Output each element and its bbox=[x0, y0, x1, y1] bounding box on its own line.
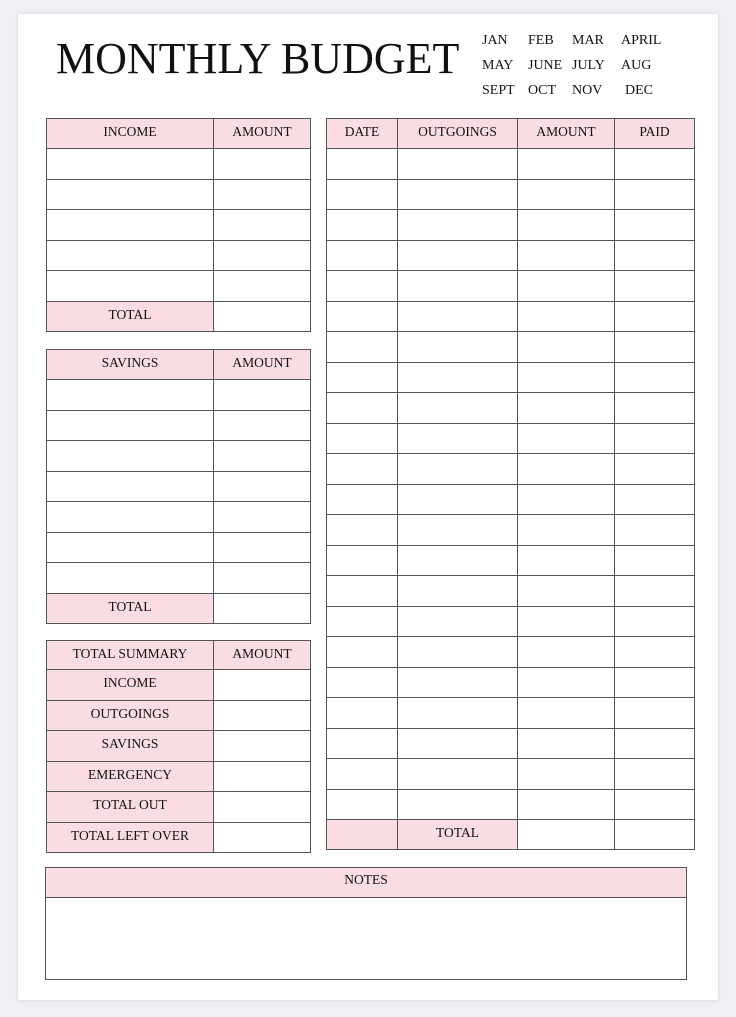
month-july[interactable]: JULY bbox=[572, 58, 605, 73]
table-row bbox=[47, 502, 311, 533]
entry-cell[interactable] bbox=[398, 332, 518, 363]
entry-cell[interactable] bbox=[615, 179, 695, 210]
entry-cell[interactable] bbox=[214, 563, 311, 594]
entry-cell[interactable] bbox=[518, 789, 615, 820]
entry-cell[interactable] bbox=[327, 606, 398, 637]
table-row bbox=[327, 149, 695, 180]
entry-cell[interactable] bbox=[615, 576, 695, 607]
savings-table bbox=[46, 349, 311, 624]
savings-total-field[interactable] bbox=[214, 593, 311, 623]
entry-cell[interactable] bbox=[518, 210, 615, 241]
entry-cell[interactable] bbox=[214, 149, 311, 180]
outgoings-table bbox=[326, 118, 695, 850]
savings-amount-header: AMOUNT bbox=[214, 350, 311, 380]
entry-cell[interactable] bbox=[615, 698, 695, 729]
table-row bbox=[327, 362, 695, 393]
entry-cell[interactable] bbox=[327, 179, 398, 210]
income-amount-header: AMOUNT bbox=[214, 119, 311, 149]
entry-cell[interactable] bbox=[518, 454, 615, 485]
entry-cell[interactable] bbox=[327, 545, 398, 576]
entry-cell[interactable] bbox=[518, 637, 615, 668]
entry-cell[interactable] bbox=[327, 332, 398, 363]
table-row bbox=[327, 332, 695, 363]
outgoings-total-paid-field[interactable] bbox=[615, 820, 695, 850]
entry-cell[interactable] bbox=[518, 149, 615, 180]
table-row bbox=[327, 301, 695, 332]
notes-field[interactable] bbox=[46, 898, 686, 981]
entry-cell[interactable] bbox=[47, 502, 214, 533]
month-oct[interactable]: OCT bbox=[528, 83, 556, 98]
month-aug[interactable]: AUG bbox=[621, 58, 652, 73]
entry-cell[interactable] bbox=[398, 240, 518, 271]
entry-cell[interactable] bbox=[47, 532, 214, 563]
entry-cell[interactable] bbox=[615, 362, 695, 393]
entry-cell[interactable] bbox=[327, 728, 398, 759]
entry-cell[interactable] bbox=[518, 576, 615, 607]
entry-cell[interactable] bbox=[327, 301, 398, 332]
outgoings-total-label: TOTAL bbox=[398, 820, 518, 850]
entry-cell[interactable] bbox=[615, 332, 695, 363]
month-feb[interactable]: FEB bbox=[528, 33, 554, 48]
entry-cell[interactable] bbox=[518, 393, 615, 424]
table-row bbox=[327, 637, 695, 668]
entry-cell[interactable] bbox=[214, 271, 311, 302]
month-nov[interactable]: NOV bbox=[572, 83, 603, 98]
entry-cell[interactable] bbox=[398, 210, 518, 241]
entry-cell[interactable] bbox=[398, 271, 518, 302]
entry-cell[interactable] bbox=[214, 471, 311, 502]
entry-cell[interactable] bbox=[615, 210, 695, 241]
table-row bbox=[327, 179, 695, 210]
income-total-label: TOTAL bbox=[47, 301, 214, 331]
month-jan[interactable]: JAN bbox=[482, 33, 508, 48]
entry-cell[interactable] bbox=[327, 149, 398, 180]
entry-cell[interactable] bbox=[398, 637, 518, 668]
entry-cell[interactable] bbox=[214, 240, 311, 271]
entry-cell[interactable] bbox=[327, 271, 398, 302]
savings-rows bbox=[47, 380, 311, 594]
summary-savings-field[interactable] bbox=[214, 731, 311, 762]
summary-total-out-label: TOTAL OUT bbox=[47, 792, 214, 823]
entry-cell[interactable] bbox=[615, 423, 695, 454]
entry-cell[interactable] bbox=[47, 441, 214, 472]
entry-cell[interactable] bbox=[615, 667, 695, 698]
entry-cell[interactable] bbox=[615, 393, 695, 424]
entry-cell[interactable] bbox=[398, 149, 518, 180]
entry-cell[interactable] bbox=[518, 484, 615, 515]
summary-outgoings-field[interactable] bbox=[214, 700, 311, 731]
summary-total-left-over-label: TOTAL LEFT OVER bbox=[47, 822, 214, 852]
table-row bbox=[47, 149, 311, 180]
table-row bbox=[327, 423, 695, 454]
entry-cell[interactable] bbox=[518, 667, 615, 698]
entry-cell[interactable] bbox=[615, 606, 695, 637]
outgoings-header: OUTGOINGS bbox=[398, 119, 518, 149]
month-dec[interactable]: DEC bbox=[625, 83, 653, 98]
table-row bbox=[327, 484, 695, 515]
entry-cell[interactable] bbox=[47, 410, 214, 441]
table-row bbox=[47, 532, 311, 563]
entry-cell[interactable] bbox=[47, 380, 214, 411]
entry-cell[interactable] bbox=[518, 698, 615, 729]
entry-cell[interactable] bbox=[398, 515, 518, 546]
entry-cell[interactable] bbox=[214, 380, 311, 411]
entry-cell[interactable] bbox=[518, 179, 615, 210]
entry-cell[interactable] bbox=[398, 423, 518, 454]
entry-cell[interactable] bbox=[518, 423, 615, 454]
entry-cell[interactable] bbox=[398, 667, 518, 698]
month-april[interactable]: APRIL bbox=[621, 33, 662, 48]
table-row bbox=[327, 789, 695, 820]
table-row bbox=[327, 240, 695, 271]
summary-income-label: INCOME bbox=[47, 670, 214, 701]
table-row bbox=[47, 563, 311, 594]
table-row bbox=[327, 759, 695, 790]
month-june[interactable]: JUNE bbox=[528, 58, 563, 73]
table-row bbox=[47, 380, 311, 411]
table-row bbox=[327, 606, 695, 637]
entry-cell[interactable] bbox=[327, 393, 398, 424]
entry-cell[interactable] bbox=[214, 179, 311, 210]
table-row bbox=[327, 271, 695, 302]
entry-cell[interactable] bbox=[615, 515, 695, 546]
entry-cell[interactable] bbox=[398, 362, 518, 393]
table-row bbox=[327, 576, 695, 607]
income-table bbox=[46, 118, 311, 332]
table-row bbox=[47, 179, 311, 210]
entry-cell[interactable] bbox=[398, 728, 518, 759]
entry-cell[interactable] bbox=[615, 759, 695, 790]
table-row bbox=[47, 471, 311, 502]
entry-cell[interactable] bbox=[615, 789, 695, 820]
table-row bbox=[47, 441, 311, 472]
entry-cell[interactable] bbox=[518, 515, 615, 546]
entry-cell[interactable] bbox=[398, 759, 518, 790]
entry-cell[interactable] bbox=[398, 789, 518, 820]
entry-cell[interactable] bbox=[615, 301, 695, 332]
savings-header: SAVINGS bbox=[47, 350, 214, 380]
entry-cell[interactable] bbox=[214, 532, 311, 563]
entry-cell[interactable] bbox=[398, 301, 518, 332]
income-rows bbox=[47, 149, 311, 302]
summary-emergency-label: EMERGENCY bbox=[47, 761, 214, 792]
page-title: MONTHLY BUDGET bbox=[56, 34, 460, 83]
table-row bbox=[47, 210, 311, 241]
summary-total-out-field[interactable] bbox=[214, 792, 311, 823]
entry-cell[interactable] bbox=[47, 471, 214, 502]
entry-cell[interactable] bbox=[615, 484, 695, 515]
entry-cell[interactable] bbox=[398, 576, 518, 607]
month-may[interactable]: MAY bbox=[482, 58, 514, 73]
entry-cell[interactable] bbox=[398, 698, 518, 729]
notes-header bbox=[46, 868, 686, 898]
table-row bbox=[327, 393, 695, 424]
entry-cell[interactable] bbox=[327, 515, 398, 546]
summary-total-left-over-field[interactable] bbox=[214, 822, 311, 852]
entry-cell[interactable] bbox=[327, 484, 398, 515]
entry-cell[interactable] bbox=[518, 606, 615, 637]
summary-emergency-field[interactable] bbox=[214, 761, 311, 792]
entry-cell[interactable] bbox=[214, 502, 311, 533]
notes-label: NOTES bbox=[344, 872, 388, 887]
entry-cell[interactable] bbox=[398, 484, 518, 515]
table-row bbox=[327, 667, 695, 698]
outgoings-amount-header: AMOUNT bbox=[518, 119, 615, 149]
entry-cell[interactable] bbox=[47, 271, 214, 302]
summary-table bbox=[46, 640, 311, 853]
outgoings-total-date-cell bbox=[327, 820, 398, 850]
entry-cell[interactable] bbox=[615, 454, 695, 485]
outgoings-rows bbox=[327, 149, 695, 820]
income-total-field[interactable] bbox=[214, 301, 311, 331]
entry-cell[interactable] bbox=[615, 149, 695, 180]
entry-cell[interactable] bbox=[398, 606, 518, 637]
entry-cell[interactable] bbox=[327, 240, 398, 271]
savings-total-label: TOTAL bbox=[47, 593, 214, 623]
paid-header: PAID bbox=[615, 119, 695, 149]
table-row bbox=[47, 410, 311, 441]
entry-cell[interactable] bbox=[518, 759, 615, 790]
entry-cell[interactable] bbox=[518, 301, 615, 332]
income-header: INCOME bbox=[47, 119, 214, 149]
entry-cell[interactable] bbox=[327, 454, 398, 485]
summary-outgoings-label: OUTGOINGS bbox=[47, 700, 214, 731]
entry-cell[interactable] bbox=[327, 576, 398, 607]
entry-cell[interactable] bbox=[327, 667, 398, 698]
table-row bbox=[327, 515, 695, 546]
summary-savings-label: SAVINGS bbox=[47, 731, 214, 762]
entry-cell[interactable] bbox=[214, 441, 311, 472]
entry-cell[interactable] bbox=[214, 210, 311, 241]
entry-cell[interactable] bbox=[327, 210, 398, 241]
entry-cell[interactable] bbox=[518, 362, 615, 393]
month-mar[interactable]: MAR bbox=[572, 33, 604, 48]
date-header: DATE bbox=[327, 119, 398, 149]
entry-cell[interactable] bbox=[47, 563, 214, 594]
table-row bbox=[327, 728, 695, 759]
entry-cell[interactable] bbox=[518, 728, 615, 759]
entry-cell[interactable] bbox=[615, 271, 695, 302]
entry-cell[interactable] bbox=[615, 545, 695, 576]
table-row bbox=[327, 698, 695, 729]
entry-cell[interactable] bbox=[47, 240, 214, 271]
entry-cell[interactable] bbox=[398, 545, 518, 576]
entry-cell[interactable] bbox=[518, 545, 615, 576]
entry-cell[interactable] bbox=[398, 393, 518, 424]
entry-cell[interactable] bbox=[518, 240, 615, 271]
entry-cell[interactable] bbox=[327, 362, 398, 393]
entry-cell[interactable] bbox=[327, 637, 398, 668]
entry-cell[interactable] bbox=[518, 332, 615, 363]
table-row bbox=[327, 454, 695, 485]
notes-box bbox=[45, 867, 687, 980]
entry-cell[interactable] bbox=[615, 728, 695, 759]
table-row bbox=[327, 545, 695, 576]
outgoings-total-amount-field[interactable] bbox=[518, 820, 615, 850]
entry-cell[interactable] bbox=[398, 179, 518, 210]
entry-cell[interactable] bbox=[214, 410, 311, 441]
summary-amount-header: AMOUNT bbox=[214, 641, 311, 670]
entry-cell[interactable] bbox=[518, 271, 615, 302]
entry-cell[interactable] bbox=[327, 423, 398, 454]
entry-cell[interactable] bbox=[327, 759, 398, 790]
summary-income-field[interactable] bbox=[214, 670, 311, 701]
entry-cell[interactable] bbox=[398, 454, 518, 485]
summary-header: TOTAL SUMMARY bbox=[47, 641, 214, 670]
table-row bbox=[47, 271, 311, 302]
entry-cell[interactable] bbox=[327, 789, 398, 820]
entry-cell[interactable] bbox=[615, 240, 695, 271]
month-sept[interactable]: SEPT bbox=[482, 83, 515, 98]
table-row bbox=[47, 240, 311, 271]
entry-cell[interactable] bbox=[327, 698, 398, 729]
entry-cell[interactable] bbox=[47, 210, 214, 241]
entry-cell[interactable] bbox=[615, 637, 695, 668]
entry-cell[interactable] bbox=[47, 149, 214, 180]
month-selector bbox=[482, 33, 671, 108]
table-row bbox=[327, 210, 695, 241]
entry-cell[interactable] bbox=[47, 179, 214, 210]
